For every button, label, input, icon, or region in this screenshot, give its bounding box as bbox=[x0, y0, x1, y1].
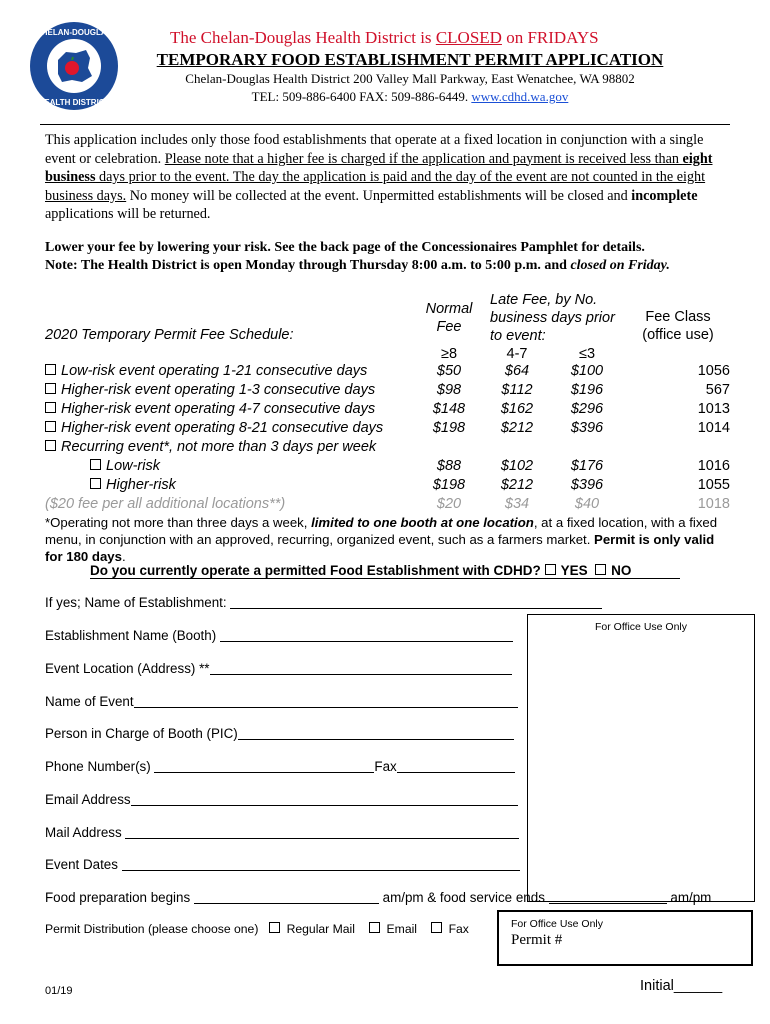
fee-normal: $50 bbox=[436, 363, 462, 379]
fee-class: 1016 bbox=[697, 458, 730, 474]
header-divider bbox=[40, 124, 730, 125]
fee-late1: $212 bbox=[500, 420, 534, 436]
fee-row-checkbox[interactable] bbox=[90, 459, 101, 470]
normal-fee-header: Normal Fee bbox=[425, 301, 473, 335]
website-link[interactable]: www.cdhd.wa.gov bbox=[471, 89, 569, 104]
fee-row-label: Higher-risk event operating 1-3 consecutive days bbox=[45, 382, 375, 398]
risk-note: Lower your fee by lowering your risk. See the back page of the Concessionaires Pamphlet for details. Note: The Health District is open Monday through Thursday 8:00 a.m. to 5:00 p.m. and closed on Friday. bbox=[45, 240, 670, 273]
phone-input[interactable] bbox=[154, 759, 374, 773]
fee-row-label: ($20 fee per all additional locations**) bbox=[45, 496, 286, 512]
col-normal: ≥8 bbox=[440, 346, 458, 362]
fee-row-label: Higher-risk event operating 4-7 consecutive days bbox=[45, 401, 375, 417]
booth-field: Establishment Name (Booth) bbox=[45, 628, 513, 643]
fee-class: 1055 bbox=[697, 477, 730, 493]
fee-row-label: Low-risk event operating 1-21 consecutive days bbox=[45, 363, 367, 379]
fee-normal: $98 bbox=[436, 382, 462, 398]
fee-class: 567 bbox=[705, 382, 730, 398]
health-district-logo bbox=[28, 20, 120, 112]
fee-normal: $88 bbox=[436, 458, 462, 474]
fee-late2: $40 bbox=[574, 496, 600, 512]
fee-normal: $148 bbox=[432, 401, 466, 417]
svg-text:CHELAN-DOUGLAS: CHELAN-DOUGLAS bbox=[36, 28, 112, 37]
fee-late1: $102 bbox=[500, 458, 534, 474]
fee-late2: $296 bbox=[570, 401, 604, 417]
distribution-field: Permit Distribution (please choose one) Regular Mail Email Fax bbox=[45, 922, 469, 936]
district-address: Chelan-Douglas Health District 200 Valley Mall Parkway, East Wenatchee, WA 98802 bbox=[185, 71, 635, 86]
fee-row-label: Recurring event*, not more than 3 days per week bbox=[45, 439, 376, 455]
fee-late2: $396 bbox=[570, 420, 604, 436]
fee-normal: $198 bbox=[432, 420, 466, 436]
fee-late1: $162 bbox=[500, 401, 534, 417]
fee-late1: $112 bbox=[501, 382, 533, 398]
food-prep-input[interactable] bbox=[194, 890, 379, 904]
phone-field: Phone Number(s) Fax bbox=[45, 759, 515, 774]
fax-input[interactable] bbox=[397, 759, 515, 773]
fee-late1: $64 bbox=[504, 363, 530, 379]
fee-row-checkbox[interactable] bbox=[45, 421, 56, 432]
contact-line: TEL: 509-886-6400 FAX: 509-886-6449. www.cdhd.wa.gov bbox=[251, 89, 569, 104]
office-use-box: For Office Use Only bbox=[527, 614, 755, 902]
times-field: Food preparation begins am/pm & food service ends am/pm bbox=[45, 890, 712, 905]
fee-late2: $176 bbox=[570, 458, 604, 474]
fee-late1: $212 bbox=[500, 477, 534, 493]
fee-late2: $196 bbox=[570, 382, 604, 398]
permit-number-box: For Office Use Only Permit # bbox=[497, 910, 753, 966]
email-field: Email Address bbox=[45, 792, 518, 807]
fee-row-checkbox[interactable] bbox=[45, 364, 56, 375]
dates-field: Event Dates bbox=[45, 857, 520, 872]
fee-row-label: Higher-risk event operating 8-21 consecutive days bbox=[45, 420, 383, 436]
closed-notice: The Chelan-Douglas Health District is CLOSED on FRIDAYS bbox=[170, 28, 599, 47]
recurring-footnote: *Operating not more than three days a week, limited to one booth at one location, at a fixed location, with a fixed menu, in conjunction with an approved, recurring, organized event, such as a farmers market. Permit is only valid for 180 days. bbox=[45, 515, 718, 564]
no-checkbox[interactable] bbox=[595, 564, 606, 575]
yes-checkbox[interactable] bbox=[545, 564, 556, 575]
fee-schedule-title: 2020 Temporary Permit Fee Schedule: bbox=[45, 327, 294, 343]
fax-checkbox[interactable] bbox=[431, 922, 442, 933]
location-field: Event Location (Address) ** bbox=[45, 661, 512, 676]
late-fee-header: Late Fee, by No. business days prior to event: bbox=[490, 292, 615, 344]
mail-field: Mail Address bbox=[45, 825, 519, 840]
fee-row-label: Low-risk bbox=[90, 458, 160, 474]
fee-row-checkbox[interactable] bbox=[45, 440, 56, 451]
revision-date: 01/19 bbox=[45, 985, 73, 997]
operate-question: Do you currently operate a permitted Food Establishment with CDHD? YES NO bbox=[90, 563, 680, 579]
fee-class: 1018 bbox=[697, 496, 730, 512]
dates-input[interactable] bbox=[122, 857, 520, 871]
fee-late2: $396 bbox=[570, 477, 604, 493]
mail-input[interactable] bbox=[125, 825, 519, 839]
pic-input[interactable] bbox=[238, 726, 514, 740]
fee-class: 1013 bbox=[697, 401, 730, 417]
fee-late1: $34 bbox=[504, 496, 530, 512]
form-title: TEMPORARY FOOD ESTABLISHMENT PERMIT APPLICATION bbox=[156, 50, 664, 69]
fee-row-checkbox[interactable] bbox=[45, 402, 56, 413]
regular-mail-checkbox[interactable] bbox=[269, 922, 280, 933]
fee-class: 1014 bbox=[697, 420, 730, 436]
if-yes-field: If yes; Name of Establishment: bbox=[45, 595, 602, 610]
fee-class-header: Fee Class (office use) bbox=[642, 309, 714, 343]
fee-late2: $100 bbox=[570, 363, 604, 379]
fee-row-label: Higher-risk bbox=[90, 477, 176, 493]
fee-normal: $20 bbox=[436, 496, 462, 512]
booth-input[interactable] bbox=[220, 628, 513, 642]
intro-paragraph: This application includes only those food establishments that operate at a fixed location in conjunction with a single event or celebration. Please note that a higher fee is charged if the application and payment is received less than eight business days prior to the event. The day the application is paid and the day of the event are not counted in the eight business days. No money will be collected at the event. Unpermitted establishments will be closed and incomplete applications will be returned. bbox=[45, 132, 713, 223]
fee-row-checkbox[interactable] bbox=[45, 383, 56, 394]
col-late-2: ≤3 bbox=[578, 346, 596, 362]
event-name-field: Name of Event bbox=[45, 694, 518, 709]
email-input[interactable] bbox=[131, 792, 518, 806]
event-name-input[interactable] bbox=[134, 694, 518, 708]
if-yes-input[interactable] bbox=[230, 595, 602, 609]
svg-text:HEALTH DISTRICT: HEALTH DISTRICT bbox=[38, 98, 110, 107]
email-checkbox[interactable] bbox=[369, 922, 380, 933]
pic-field: Person in Charge of Booth (PIC) bbox=[45, 726, 514, 741]
location-input[interactable] bbox=[210, 661, 512, 675]
initial-field[interactable]: Initial______ bbox=[640, 978, 723, 994]
fee-normal: $198 bbox=[432, 477, 466, 493]
col-late-1: 4-7 bbox=[506, 346, 528, 362]
fee-row-checkbox[interactable] bbox=[90, 478, 101, 489]
fee-class: 1056 bbox=[697, 363, 730, 379]
